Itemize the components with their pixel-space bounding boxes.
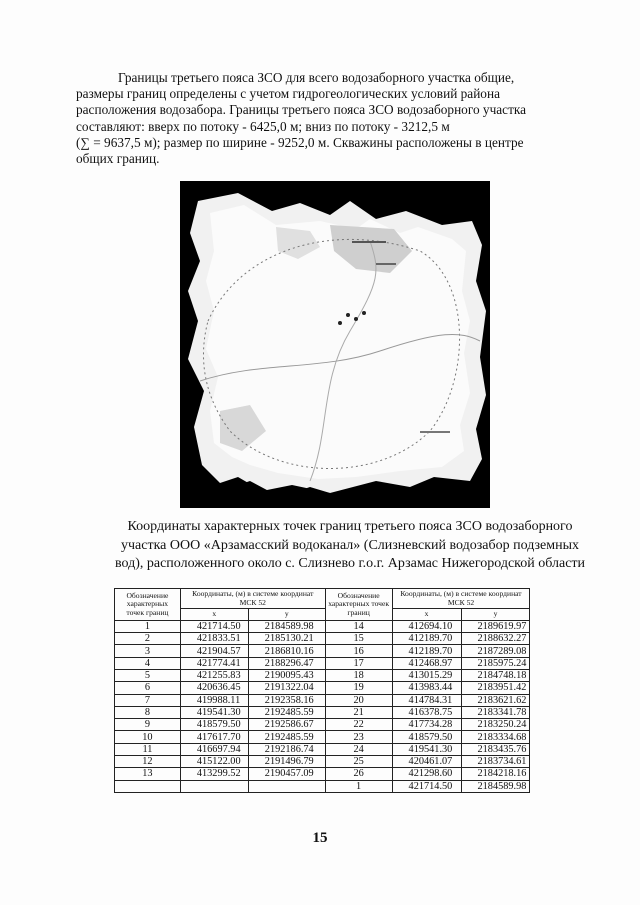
y-coordinate-cell: 2185975.24 [461,657,530,669]
caption-line: вод), расположенного около с. Слизнево г.о.г. Арзамас Нижегородской области [114,556,586,571]
point-number-cell: 21 [325,706,392,718]
x-coordinate-cell: 413015.29 [392,669,461,681]
x-coordinate-cell: 421255.83 [180,669,248,681]
point-number-cell: 4 [115,657,181,669]
table-body [115,620,600,792]
point-number-cell: 1 [115,620,181,632]
x-coordinate-cell: 418579.50 [180,719,248,731]
y-coordinate-cell: 2183621.62 [461,694,530,706]
y-coordinate-cell: 2191496.79 [248,756,325,768]
x-coordinate-cell: 412694.10 [392,620,461,632]
paragraph-line: расположения водозабора. Границы третьего пояса ЗСО водозаборного участка [76,102,527,118]
x-coordinate-cell: 412189.70 [392,633,461,645]
header-point-label: Обозначение характерных точек границ [115,589,181,621]
table-row [115,731,600,743]
y-coordinate-cell [248,780,325,792]
point-number-cell: 26 [325,768,392,780]
table-row [115,768,600,780]
x-coordinate-cell: 416378.75 [392,706,461,718]
y-coordinate-cell: 2189619.97 [461,620,530,632]
x-coordinate-cell: 421833.51 [180,633,248,645]
paragraph-line: (∑ = 9637,5 м); размер по ширине - 9252,0 м. Скважины расположены в центре [76,134,524,150]
point-number-cell: 24 [325,743,392,755]
x-coordinate-cell: 419988.11 [180,694,248,706]
y-coordinate-cell: 2184589.98 [248,620,325,632]
y-coordinate-cell: 2183250.24 [461,719,530,731]
header-y: y [248,609,325,621]
point-number-cell: 12 [115,756,181,768]
table-row [115,633,600,645]
point-number-cell: 22 [325,719,392,731]
y-coordinate-cell: 2188296.47 [248,657,325,669]
point-number-cell: 17 [325,657,392,669]
x-coordinate-cell: 421298.60 [392,768,461,780]
paragraph-line: общих границ. [76,151,160,167]
y-coordinate-cell: 2192485.59 [248,706,325,718]
x-coordinate-cell: 418579.50 [392,731,461,743]
paragraph-line: размеры границ определены с учетом гидрогеологических условий района [76,86,500,102]
table-row [115,657,600,669]
x-coordinate-cell: 417734.28 [392,719,461,731]
y-coordinate-cell: 2192186.74 [248,743,325,755]
point-number-cell: 5 [115,669,181,681]
y-coordinate-cell: 2188632.27 [461,633,530,645]
y-coordinate-cell: 2184589.98 [461,780,530,792]
paragraph-line: Границы третьего пояса ЗСО для всего водозаборного участка общие, [118,70,515,85]
x-coordinate-cell: 421774.41 [180,657,248,669]
point-number-cell: 1 [325,780,392,792]
point-number-cell: 20 [325,694,392,706]
table-row [115,645,600,657]
zso-boundary-map-image [180,181,490,508]
x-coordinate-cell: 420461.07 [392,756,461,768]
table-row [115,620,600,632]
table-header-row [115,589,600,609]
x-coordinate-cell: 421714.50 [180,620,248,632]
y-coordinate-cell: 2183734.61 [461,756,530,768]
point-number-cell: 8 [115,706,181,718]
point-number-cell: 2 [115,633,181,645]
caption-line: участка ООО «Арзамасский водоканал» (Слизневский водозабор подземных [120,537,580,553]
point-number-cell: 15 [325,633,392,645]
y-coordinate-cell: 2187289.08 [461,645,530,657]
y-coordinate-cell: 2192485.59 [248,731,325,743]
x-coordinate-cell: 413299.52 [180,768,248,780]
header-point-label-2: Обозначение характерных точек границ [325,589,392,621]
point-number-cell: 16 [325,645,392,657]
y-coordinate-cell: 2190095.43 [248,669,325,681]
table-row [115,694,600,706]
table-row [115,780,600,792]
table-row [115,719,600,731]
y-coordinate-cell: 2184218.16 [461,768,530,780]
paragraph-line: составляют: вверх по потоку - 6425,0 м; вниз по потоку - 3212,5 м [76,118,450,134]
x-coordinate-cell: 413983.44 [392,682,461,694]
point-number-cell [115,780,181,792]
x-coordinate-cell: 416697.94 [180,743,248,755]
header-x-2: x [392,609,461,621]
point-number-cell: 25 [325,756,392,768]
caption-line: Координаты характерных точек границ третьего пояса ЗСО водозаборного [127,519,573,534]
point-number-cell: 13 [115,768,181,780]
x-coordinate-cell: 419541.30 [180,706,248,718]
point-number-cell: 10 [115,731,181,743]
table-row [115,756,600,768]
table-row [115,706,600,718]
y-coordinate-cell: 2185130.21 [248,633,325,645]
y-coordinate-cell: 2183341.78 [461,706,530,718]
point-number-cell: 6 [115,682,181,694]
y-coordinate-cell: 2186810.16 [248,645,325,657]
table-row [115,743,600,755]
point-number-cell: 3 [115,645,181,657]
y-coordinate-cell: 2183334.68 [461,731,530,743]
x-coordinate-cell: 417617.70 [180,731,248,743]
body-paragraph [76,70,606,167]
x-coordinate-cell: 414784.31 [392,694,461,706]
x-coordinate-cell [180,780,248,792]
y-coordinate-cell: 2183951.42 [461,682,530,694]
page-number: 15 [312,830,328,846]
header-coords-label: Координаты, (м) в системе координат МСК 52 [180,589,325,609]
y-coordinate-cell: 2192358.16 [248,694,325,706]
y-coordinate-cell: 2190457.09 [248,768,325,780]
x-coordinate-cell: 415122.00 [180,756,248,768]
x-coordinate-cell: 421904.57 [180,645,248,657]
point-number-cell: 11 [115,743,181,755]
x-coordinate-cell: 419541.30 [392,743,461,755]
x-coordinate-cell: 412189.70 [392,645,461,657]
point-number-cell: 19 [325,682,392,694]
table-row [115,669,600,681]
y-coordinate-cell: 2191322.04 [248,682,325,694]
y-coordinate-cell: 2184748.18 [461,669,530,681]
y-coordinate-cell: 2192586.67 [248,719,325,731]
map-picture [180,181,490,508]
point-number-cell: 7 [115,694,181,706]
coordinates-table [114,588,600,793]
header-x: x [180,609,248,621]
y-coordinate-cell: 2183435.76 [461,743,530,755]
x-coordinate-cell: 421714.50 [392,780,461,792]
table-row [115,682,600,694]
point-number-cell: 23 [325,731,392,743]
x-coordinate-cell: 420636.45 [180,682,248,694]
point-number-cell: 18 [325,669,392,681]
header-coords-label-2: Координаты, (м) в системе координат МСК 52 [392,589,530,609]
x-coordinate-cell: 412468.97 [392,657,461,669]
table-caption [80,518,620,574]
point-number-cell: 14 [325,620,392,632]
header-y-2: y [461,609,530,621]
point-number-cell: 9 [115,719,181,731]
